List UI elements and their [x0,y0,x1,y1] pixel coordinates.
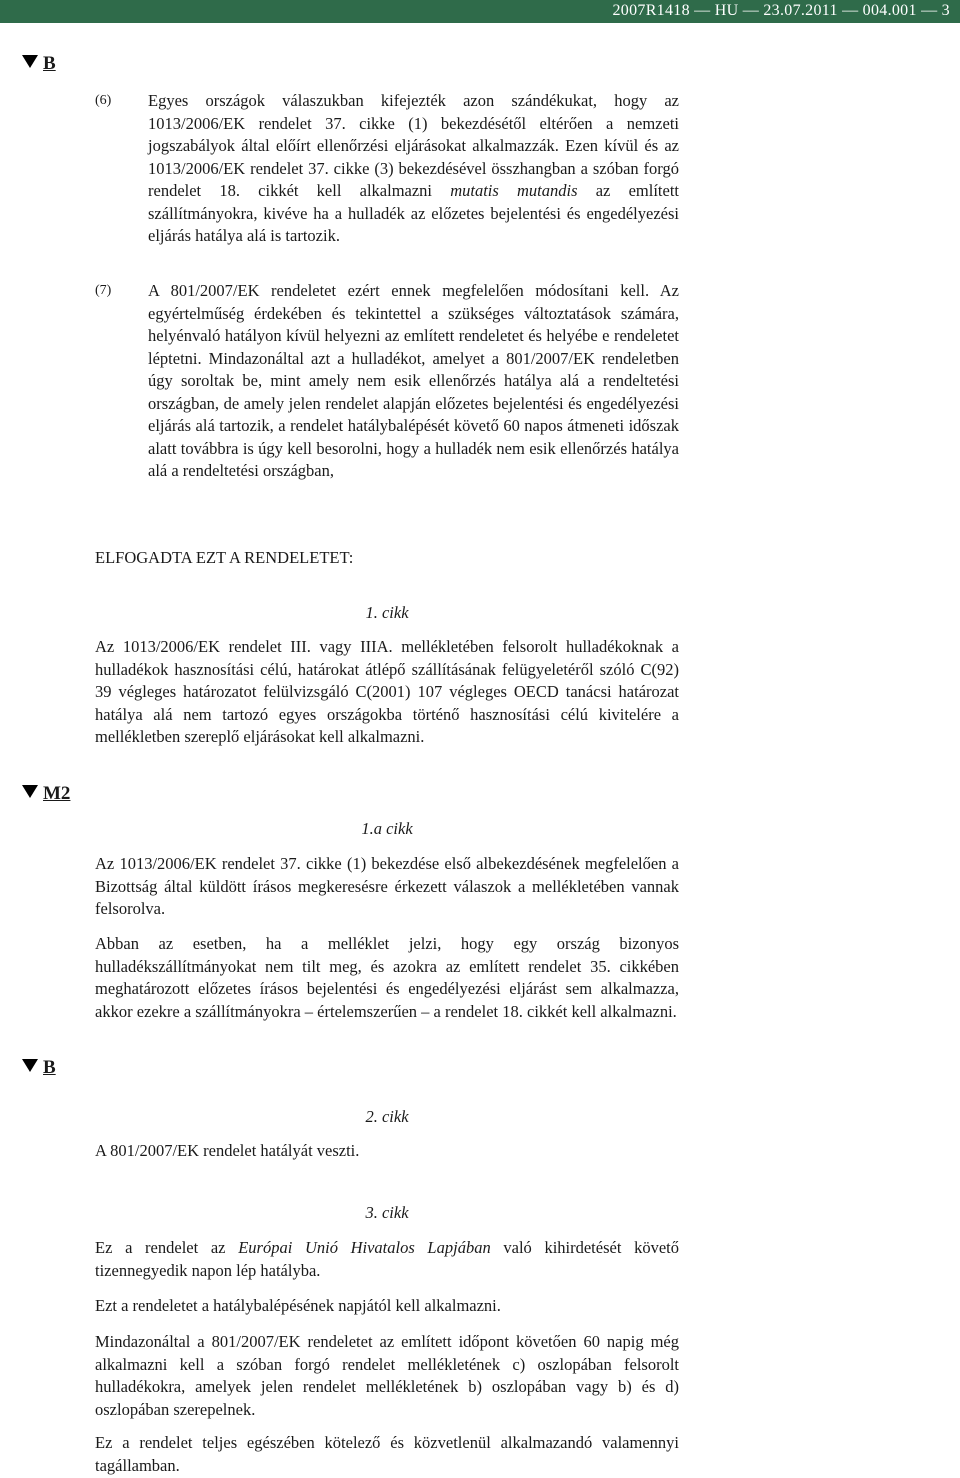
recital-6: Egyes országok válaszukban kifejezték azon szándékukat, hogy az 1013/2006/EK rendelet 37. cikke (1) bekezdésétől eltérően a nemzeti jogszabályok által előírt ellenőrzési eljárásokat alkalmazzák. Ezen kívül és az 1013/2006/EK rendelet 37. cikke (3) bekezdésével összhangban a szóban forgó rendelet 18. cikkét kell alkalmazni mutatis mutandis az említett szállítmányokra, kivéve ha a hulladék az előzetes bejelentési és engedélyezési eljárás hatálya alá is tartozik. [148,91,679,245]
adoption-formula: ELFOGADTA EZT A RENDELETET: [95,548,354,567]
amendment-marker-b: B [22,54,56,74]
page-header-bar [0,0,960,23]
article-1a-para-1: Az 1013/2006/EK rendelet 37. cikke (1) bekezdése első albekezdésének megfelelően a Bizottság által küldött írásos megkeresésre érkezett válaszok a mellékletében vannak felsorolva. [95,854,679,918]
triangle-down-icon [22,785,38,798]
article-3-para-1: Ez a rendelet az Európai Unió Hivatalos Lapjában való kihirdetését követő tizennegyedik napon lép hatályba. [95,1238,679,1280]
article-title: 1.a cikk [361,819,413,838]
article-title: 3. cikk [365,1203,409,1222]
recital-number: (7) [95,283,112,298]
article-3-para-4: Ez a rendelet teljes egészében kötelező és közvetlenül alkalmazandó valamennyi tagállamban. [95,1433,679,1475]
recital-number: (6) [95,93,112,108]
document-reference: 2007R1418 — HU — 23.07.2011 — 004.001 — 3 [612,2,950,19]
article-title: 1. cikk [365,603,409,622]
amendment-marker-b: B [22,1058,56,1078]
article-3-para-2: Ezt a rendeletet a hatálybalépésének napjától kell alkalmazni. [95,1296,501,1315]
recital-7: A 801/2007/EK rendeletet ezért ennek megfelelően módosítani kell. Az egyértelműség érdekében és tekintettel a szükséges változtatások számára, helyénvaló hatályon kívül helyezni az említett rendeletet és helyébe e rendeletet léptetni. Mindazonáltal azt a hulladékot, amelyet a 801/2007/EK rendeletben úgy soroltak be, mint amely nem esik ellenőrzés hatálya alá a rendeltetési országban, de amely jelen rendelet alapján előzetes bejelentési és engedélyezési eljárás alá tartozik, a rendelet hatálybalépését követő 60 napos átmeneti időszak alatt továbbra is úgy kell besorolni, hogy a hulladék nem esik ellenőrzés hatálya alá a rendeltetési országban, [148,281,679,480]
article-title: 2. cikk [365,1107,409,1126]
article-1a-para-2: Abban az esetben, ha a melléklet jelzi, hogy egy ország bizonyos hulladékszállítmányokat nem tilt meg, és azokra az említett rendelet 35. cikkében meghatározott előzetes írásos bejelentési és engedélyezési eljárást sem alkalmazza, akkor ezekre a szállítmányokra – értelemszerűen – a rendelet 18. cikkét kell alkalmazni. [95,934,679,1021]
triangle-down-icon [22,1059,38,1072]
article-1-text: Az 1013/2006/EK rendelet III. vagy IIIA. mellékletében felsorolt hulladékoknak a hulladékok hasznosítási célú, határokat átlépő szállításának felügyeletéről szóló C(92) 39 végleges határozatot felülvizsgáló C(2001) 107 végleges OECD tanácsi határozat hatálya alá nem tartozó egyes országokba történő hasznosítási célú kivitelére a mellékletben szereplő eljárásokat kell alkalmazni. [95,637,679,746]
article-2-text: A 801/2007/EK rendelet hatályát veszti. [95,1141,360,1160]
article-3-para-3: Mindazonáltal a 801/2007/EK rendeletet az említett időpont követően 60 napig még alkalmazni kell a szóban forgó rendelet mellékletének c) oszlopában felsorolt hulladékokra, amelyek jelen rendelet mellékletének b) oszlopában vagy b) és d) oszlopában szerepelnek. [95,1332,679,1419]
amendment-marker-m2: M2 [22,784,70,804]
triangle-down-icon [22,55,38,68]
